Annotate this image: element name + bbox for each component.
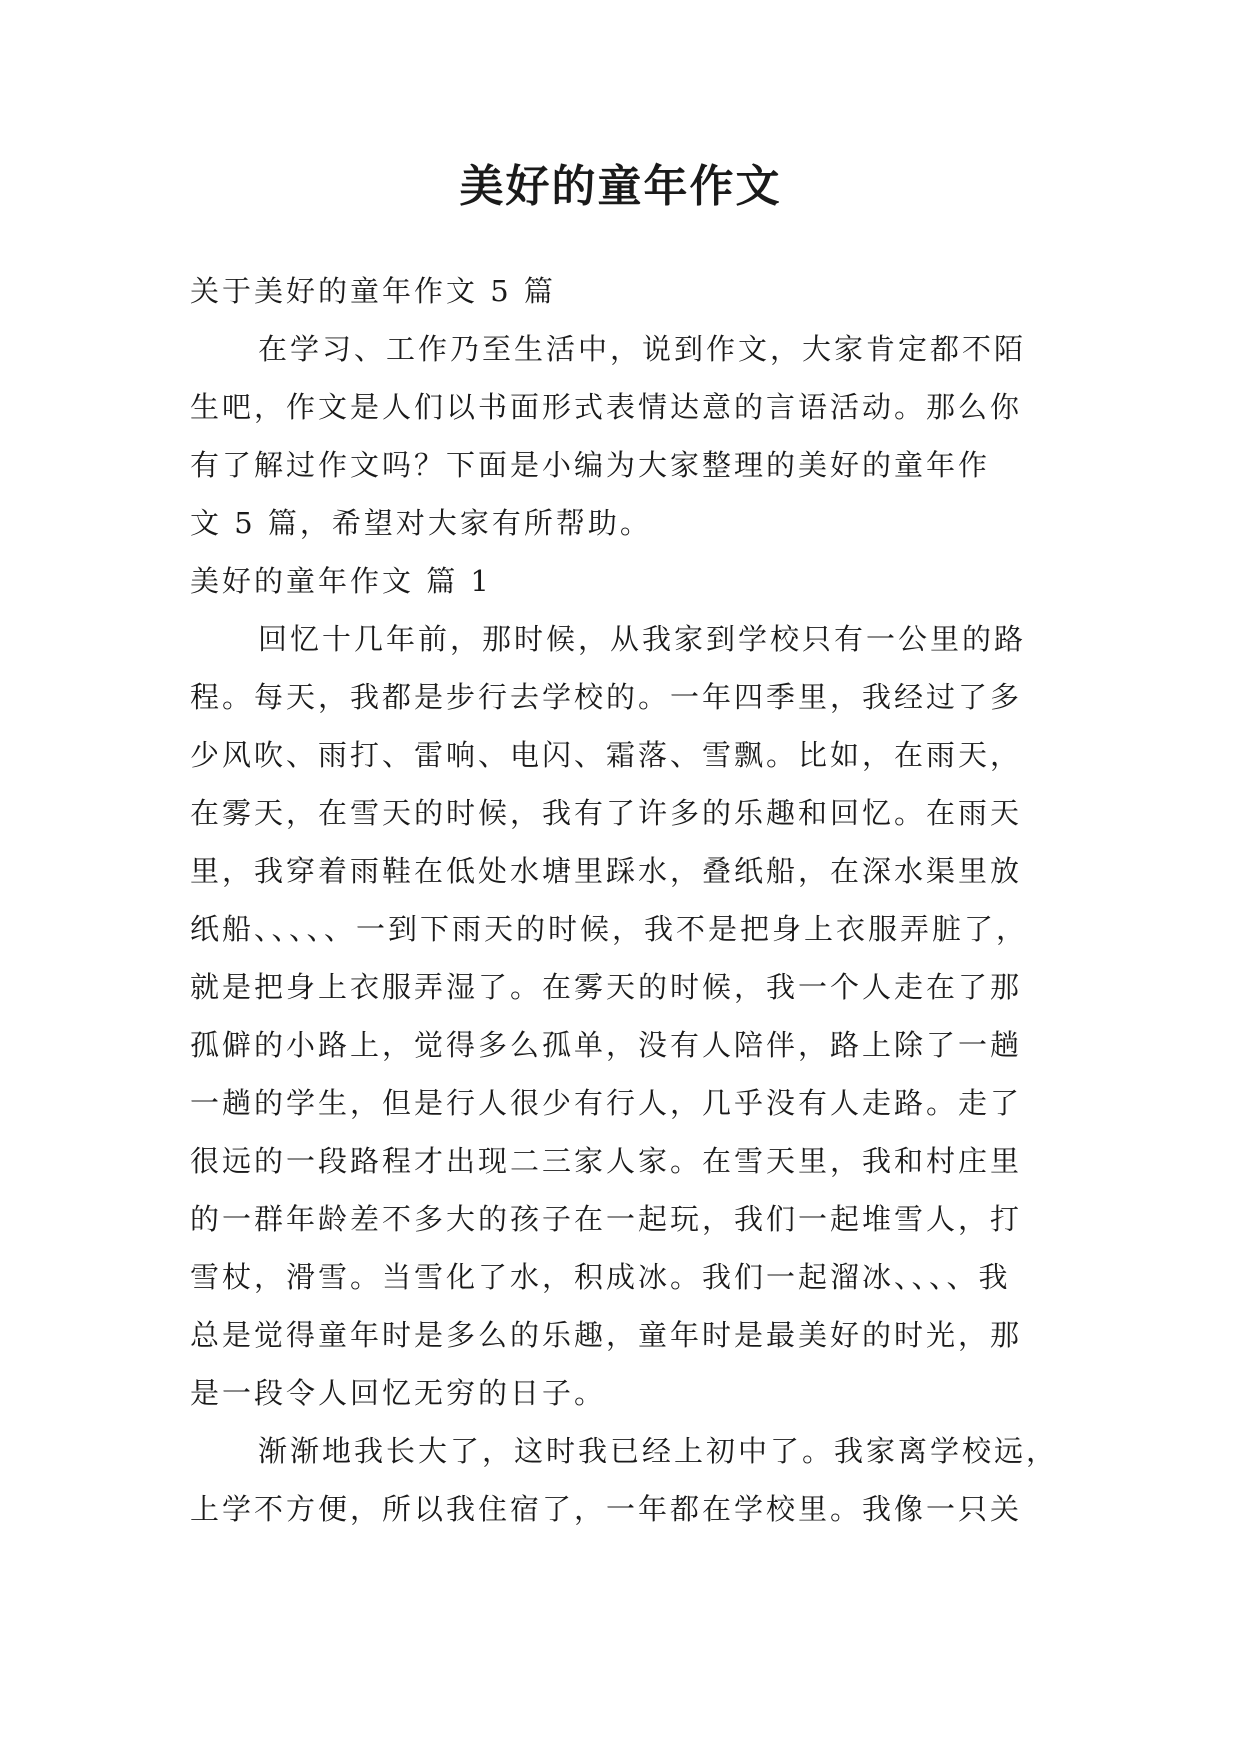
text-line: 就是把身上衣服弄湿了。在雾天的时候，我一个人走在了那 <box>190 970 1023 1004</box>
text-line: 很远的一段路程才出现二三家人家。在雪天里，我和村庄里 <box>190 1144 1023 1178</box>
text-line: 有了解过作文吗？下面是小编为大家整理的美好的童年作 <box>190 448 991 482</box>
text-line: 生吧，作文是人们以书面形式表情达意的言语活动。那么你 <box>190 390 1023 424</box>
text-line: 一趟的学生，但是行人很少有行人，几乎没有人走路。走了 <box>190 1086 1023 1120</box>
text-line: 上学不方便，所以我住宿了，一年都在学校里。我像一只关 <box>190 1492 1023 1526</box>
document-body <box>190 262 1059 1538</box>
section-heading: 美好的童年作文 篇 1 <box>190 564 492 598</box>
text-line: 里，我穿着雨鞋在低处水塘里踩水，叠纸船，在深水渠里放 <box>190 854 1023 888</box>
text-line: 的一群年龄差不多大的孩子在一起玩，我们一起堆雪人，打 <box>190 1202 1023 1236</box>
paragraph-2 <box>190 1422 1059 1538</box>
text-line: 孤僻的小路上，觉得多么孤单，没有人陪伴，路上除了一趟 <box>190 1028 1023 1062</box>
text-line: 少风吹、雨打、雷响、电闪、霜落、雪飘。比如，在雨天， <box>190 738 1023 772</box>
text-line: 雪杖，滑雪。当雪化了水，积成冰。我们一起溜冰、、、、我 <box>190 1260 1011 1294</box>
text-line: 在学习、工作乃至生活中，说到作文，大家肯定都不陌 <box>258 332 1027 366</box>
paragraph-1 <box>190 610 1050 1422</box>
text-line: 文 5 篇，希望对大家有所帮助。 <box>190 506 652 540</box>
text-line: 程。每天，我都是步行去学校的。一年四季里，我经过了多 <box>190 680 1023 714</box>
text-line: 在雾天，在雪天的时候，我有了许多的乐趣和回忆。在雨天 <box>190 796 1023 830</box>
text-line: 总是觉得童年时是多么的乐趣，童年时是最美好的时光，那 <box>190 1318 1023 1352</box>
text-line: 纸船、、、、、一到下雨天的时候，我不是把身上衣服弄脏了， <box>190 912 1029 946</box>
document-subtitle: 关于美好的童年作文 5 篇 <box>190 274 556 308</box>
document-title: 美好的童年作文 <box>459 161 782 212</box>
text-line: 是一段令人回忆无穷的日子。 <box>190 1376 607 1410</box>
text-line: 渐渐地我长大了，这时我已经上初中了。我家离学校远， <box>258 1434 1059 1468</box>
text-line: 回忆十几年前，那时候，从我家到学校只有一公里的路 <box>258 622 1027 656</box>
intro-paragraph <box>190 320 1050 552</box>
